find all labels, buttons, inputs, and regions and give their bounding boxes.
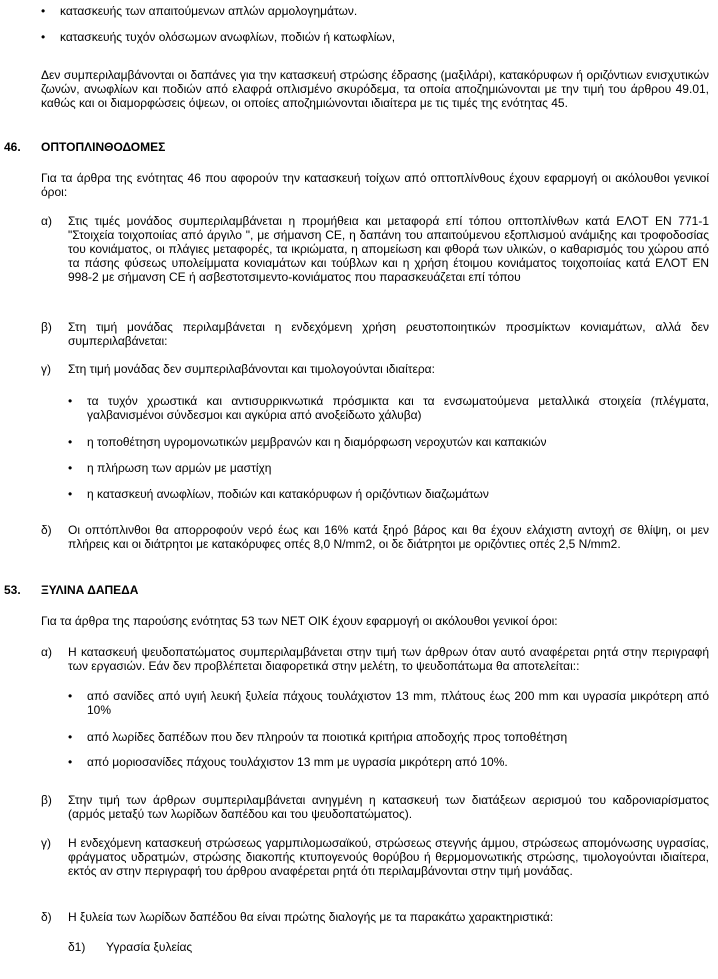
subitem-label: δ1) <box>68 940 86 954</box>
bullet-icon: • <box>68 394 73 408</box>
list-item: η τοποθέτηση υγρομονωτικών μεμβρανών και η διαμόρφωση νεροχυτών και καπακιών <box>87 435 547 449</box>
item-label: δ) <box>41 523 52 537</box>
paragraph: Δεν συμπεριλαμβάνονται οι δαπάνες για την κατασκευή στρώσης έδρασης (μαξιλάρι), κατακόρυφων ή οριζόντιων ενισχυτικών ζωνών, ανωφλίων και ποδιών από ελαφρά οπλισμένο σκυρόδεμα, τα οποία αποζημιώνονται με την τιμή του άρθρου 49.01, καθώς και οι διαμορφώσεις όψεων, οι οποίες αποζημιώνονται ιδιαίτερα με τις τιμές της ενότητας 45. <box>41 68 709 110</box>
list-item: από σανίδες από υγιή λευκή ξυλεία πάχους τουλάχιστον 13 mm, πλάτους έως 200 mm και υγρασία μικρότερη από 10% <box>87 689 709 717</box>
bullet-icon: • <box>68 461 73 475</box>
section-intro: Για τα άρθρα της ενότητας 46 που αφορούν την κατασκευή τοίχων από οπτοπλίνθους έχουν εφαρμογή οι ακόλουθοι γενικοί όροι: <box>41 171 709 199</box>
list-item: η κατασκευή ανωφλίων, ποδιών και κατακόρυφων ή οριζόντιων διαζωμάτων <box>87 487 489 501</box>
item-text: Η κατασκευή ψευδοπατώματος συμπεριλαμβάνεται στην τιμή των άρθρων όταν αυτό αναφέρεται ρητά στην περιγραφή των εργασιών. Εάν δεν προβλέπεται διαφορετικά στην μελέτη, το ψευδοπάτωμα θα αποτελείται:: <box>68 645 709 673</box>
item-label: γ) <box>41 362 51 376</box>
item-text: Η ενδεχόμενη κατασκευή στρώσεως γαρμπιλομωσαϊκού, στρώσεως στεγνής άμμου, στρώσεως απομόνωσης υγρασίας, φράγματος υδρατμών, στρώσης διακοπής κτυπογενούς θορύβου ή θερμομονωτικής στρώσης, τιμολογούνται ιδιαίτερα, εκτός αν στην περιγραφή του άρθρου αναφέρεται ρητά ότι περιλαμβάνονται στην τιμή μονάδας. <box>68 836 709 878</box>
subitem-text: Υγρασία ξυλείας <box>106 940 193 954</box>
section-number: 53. <box>4 583 21 597</box>
item-text: Στη τιμή μονάδας δεν συμπεριλαβάνονται και τιμολογούνται ιδιαίτερα: <box>68 362 435 376</box>
list-item: κατασκευής τυχόν ολόσωμων ανωφλίων, ποδιών ή κατωφλίων, <box>60 30 396 44</box>
section-intro: Για τα άρθρα της παρούσης ενότητας 53 των ΝΕΤ ΟΙΚ έχουν εφαρμογή οι ακόλουθοι γενικοί όροι: <box>41 614 558 628</box>
bullet-icon: • <box>68 689 73 703</box>
section-number: 46. <box>4 140 21 154</box>
item-label: γ) <box>41 836 51 850</box>
item-text: Η ξυλεία των λωρίδων δαπέδου θα είναι πρώτης διαλογής με τα παρακάτω χαρακτηριστικά: <box>68 910 554 924</box>
item-label: δ) <box>41 910 52 924</box>
item-label: β) <box>41 320 52 334</box>
bullet-icon: • <box>68 487 73 501</box>
item-label: α) <box>41 645 52 659</box>
item-text: Στις τιμές μονάδος συμπεριλαμβάνεται η προμήθεια και μεταφορά επί τόπου οπτοπλίνθων κατά ΕΛΟΤ ΕΝ 771-1 "Στοιχεία τοιχοποιίας από άργιλο ", με σήμανση CE, η δαπάνη του απαιτούμενου εξοπλισμού ανάμιξης και τροφοδοσίας του κονιάματος, οι πλάγιες μεταφορές, τα ικριώματα, η απομείωση και φθορά των υλικών, ο καθαρισμός του χώρου από τα πάσης φύσεως υπολείμματα κονιαμάτων και τούβλων και η χρήση έτοιμου κονιάματος τοιχοποιίας κατά ΕΛΟΤ ΕΝ 998-2 με σήμανση CE ή ασβεστοτσιμεντο-κονιάματος που παρασκευάζεται επί τόπου <box>68 214 709 284</box>
bullet-icon: • <box>41 4 46 18</box>
item-text: Οι οπτόπλινθοι θα απορροφούν νερό έως και 16% κατά ξηρό βάρος και θα έχουν ελάχιστη αντοχή σε θλίψη, οι μεν πλήρεις και οι διάτρητοι με κατακόρυφες οπές 8,0 N/mm2, οι δε διάτρητοι με οριζόντιες οπές 2,5 N/mm2. <box>68 523 709 551</box>
item-text: Στη τιμή μονάδας περιλαμβάνεται η ενδεχόμενη χρήση ρευστοποιητικών προσμίκτων κονιαμάτων, αλλά δεν συμπεριλαβάνεται: <box>68 320 709 348</box>
list-item: κατασκευής των απαιτούμενων απλών αρμολογημάτων. <box>60 4 358 18</box>
item-label: α) <box>41 214 52 228</box>
list-item: η πλήρωση των αρμών με μαστίχη <box>87 461 272 475</box>
section-title: ΞΥΛΙΝΑ ΔΑΠΕΔΑ <box>41 583 139 597</box>
list-item: τα τυχόν χρωστικά και αντισυρρικνωτικά πρόσμικτα και τα ενσωματούμενα μεταλλικά στοιχεία (πλέγματα, γαλβανισμένοι σύνδεσμοι και αγκύρια από ανοξείδωτο χάλυβα) <box>87 394 709 422</box>
bullet-icon: • <box>41 30 46 44</box>
item-label: β) <box>41 793 52 807</box>
list-item: από λωρίδες δαπέδων που δεν πληρούν τα ποιοτικά κριτήρια αποδοχής προς τοποθέτηση <box>87 730 568 744</box>
list-item: από μοριοσανίδες πάχους τουλάχιστον 13 mm με υγρασία μικρότερη από 10%. <box>87 755 508 769</box>
item-text: Στην τιμή των άρθρων συμπεριλαμβάνεται ανηγμένη η κατασκευή των διατάξεων αερισμού του καδρονιαρίσματος (αρμός μεταξύ των λωρίδων δαπέδου και του ψευδοπατώματος). <box>68 793 709 821</box>
bullet-icon: • <box>68 755 73 769</box>
bullet-icon: • <box>68 435 73 449</box>
section-title: ΟΠΤΟΠΛΙΝΘΟΔΟΜΕΣ <box>41 140 166 154</box>
bullet-icon: • <box>68 730 73 744</box>
